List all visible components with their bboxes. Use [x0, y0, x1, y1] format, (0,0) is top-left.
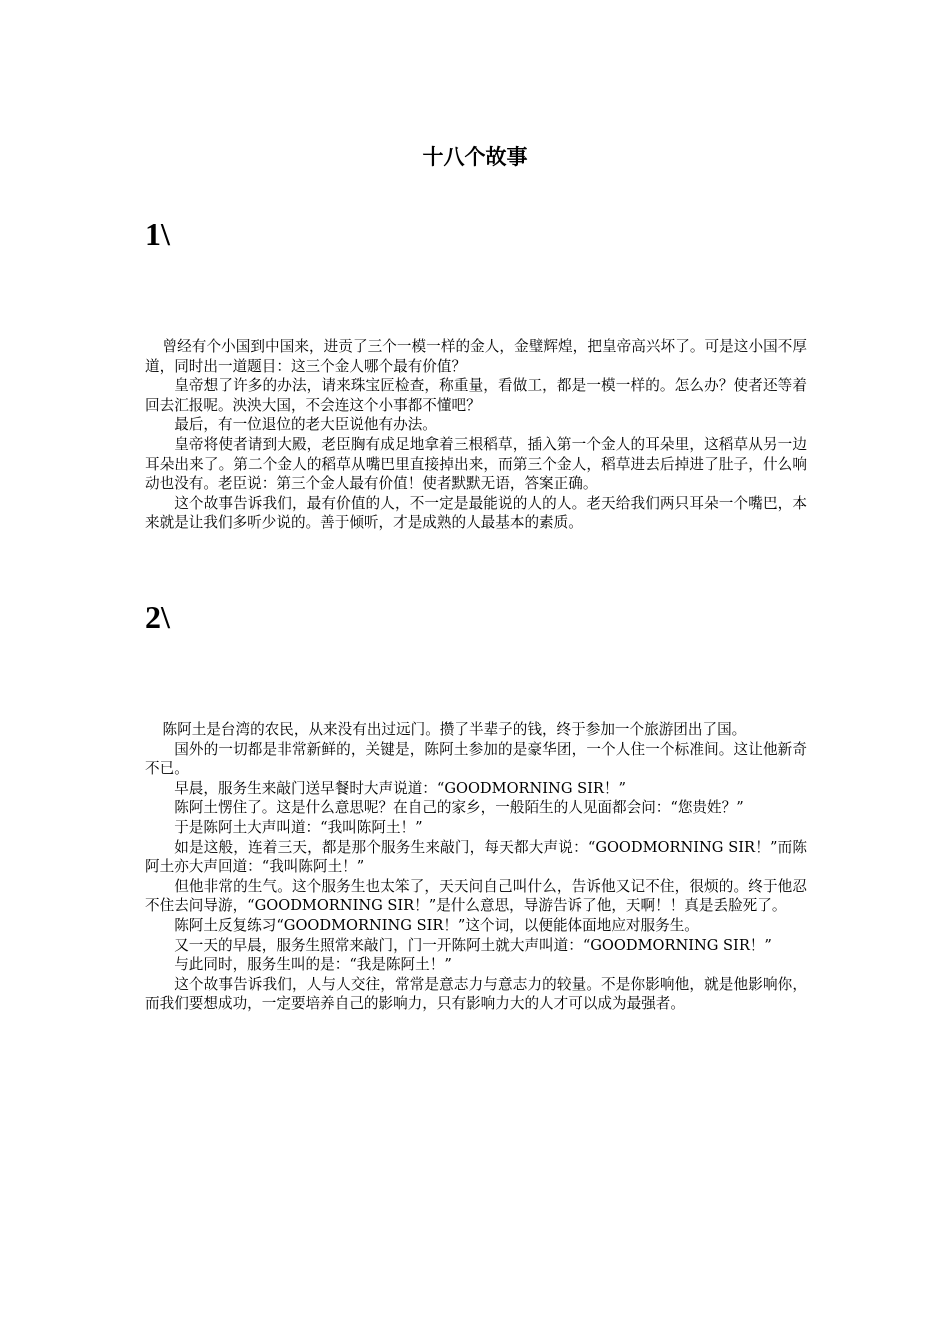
- story-1-paragraph-4: 皇帝将使者请到大殿，老臣胸有成足地拿着三根稻草，插入第一个金人的耳朵里，这稻草从另一边耳朵出来了。第二个金人的稻草从嘴巴里直接掉出来，而第三个金人，稻草进去后掉进了肚子，什么响动也没有。老臣说：第三个金人最有价值！使者默默无语，答案正确。: [145, 435, 807, 493]
- story-2-paragraph-5: 于是陈阿土大声叫道：“我叫陈阿土！”: [174, 818, 423, 836]
- story-body-1: [145, 337, 807, 533]
- story-2-paragraph-6: 如是这般，连着三天，都是那个服务生来敲门，每天都大声说：“GOODMORNING SIR！”而陈阿土亦大声回道：“我叫陈阿土！”: [145, 838, 807, 876]
- story-1-paragraph-5: 这个故事告诉我们，最有价值的人，不一定是最能说的人的人。老天给我们两只耳朵一个嘴巴，本来就是让我们多听少说的。善于倾听，才是成熟的人最基本的素质。: [145, 494, 807, 532]
- story-2-paragraph-2: 国外的一切都是非常新鲜的，关键是，陈阿土参加的是豪华团，一个人住一个标准间。这让他新奇不已。: [145, 740, 807, 778]
- story-1-paragraph-3: 最后，有一位退位的老大臣说他有办法。: [174, 416, 437, 434]
- story-2-paragraph-10: 与此同时，服务生叫的是：“我是陈阿土！”: [174, 956, 452, 974]
- story-2-paragraph-7: 但他非常的生气。这个服务生也太笨了，天天问自己叫什么，告诉他又记不住，很烦的。终于他忍不住去问导游，“GOODMORNING SIR！”是什么意思，导游告诉了他，天啊！！真是丢脸死了。: [145, 877, 807, 915]
- story-2-paragraph-9: 又一天的早晨，服务生照常来敲门，门一开陈阿土就大声叫道：“GOODMORNING SIR！”: [174, 936, 772, 954]
- story-1-paragraph-1: 曾经有个小国到中国来，进贡了三个一模一样的金人，金璧辉煌，把皇帝高兴坏了。可是这小国不厚道，同时出一道题目：这三个金人哪个最有价值？: [145, 338, 807, 375]
- story-body-2: [145, 720, 807, 1014]
- story-1-paragraph-2: 皇帝想了许多的办法，请来珠宝匠检查，称重量，看做工，都是一模一样的。怎么办？使者还等着回去汇报呢。泱泱大国，不会连这个小事都不懂吧？: [145, 377, 807, 414]
- story-2-paragraph-1: 陈阿土是台湾的农民，从来没有出过远门。攒了半辈子的钱，终于参加一个旅游团出了国。: [162, 721, 747, 738]
- document-title: 十八个故事: [422, 144, 528, 169]
- story-heading-1: 1\: [145, 216, 170, 252]
- story-2-paragraph-3: 早晨，服务生来敲门送早餐时大声说道：“GOODMORNING SIR！”: [174, 779, 626, 797]
- story-2-paragraph-8: 陈阿土反复练习“GOODMORNING SIR！”这个词，以便能体面地应对服务生。: [174, 916, 699, 934]
- story-heading-2: 2\: [145, 599, 170, 635]
- story-2-paragraph-11: 这个故事告诉我们，人与人交往，常常是意志力与意志力的较量。不是你影响他，就是他影响你，而我们要想成功，一定要培养自己的影响力，只有影响力大的人才可以成为最强者。: [145, 975, 807, 1013]
- story-2-paragraph-4: 陈阿土愣住了。这是什么意思呢？在自己的家乡，一般陌生的人见面都会问：“您贵姓？”: [174, 799, 744, 817]
